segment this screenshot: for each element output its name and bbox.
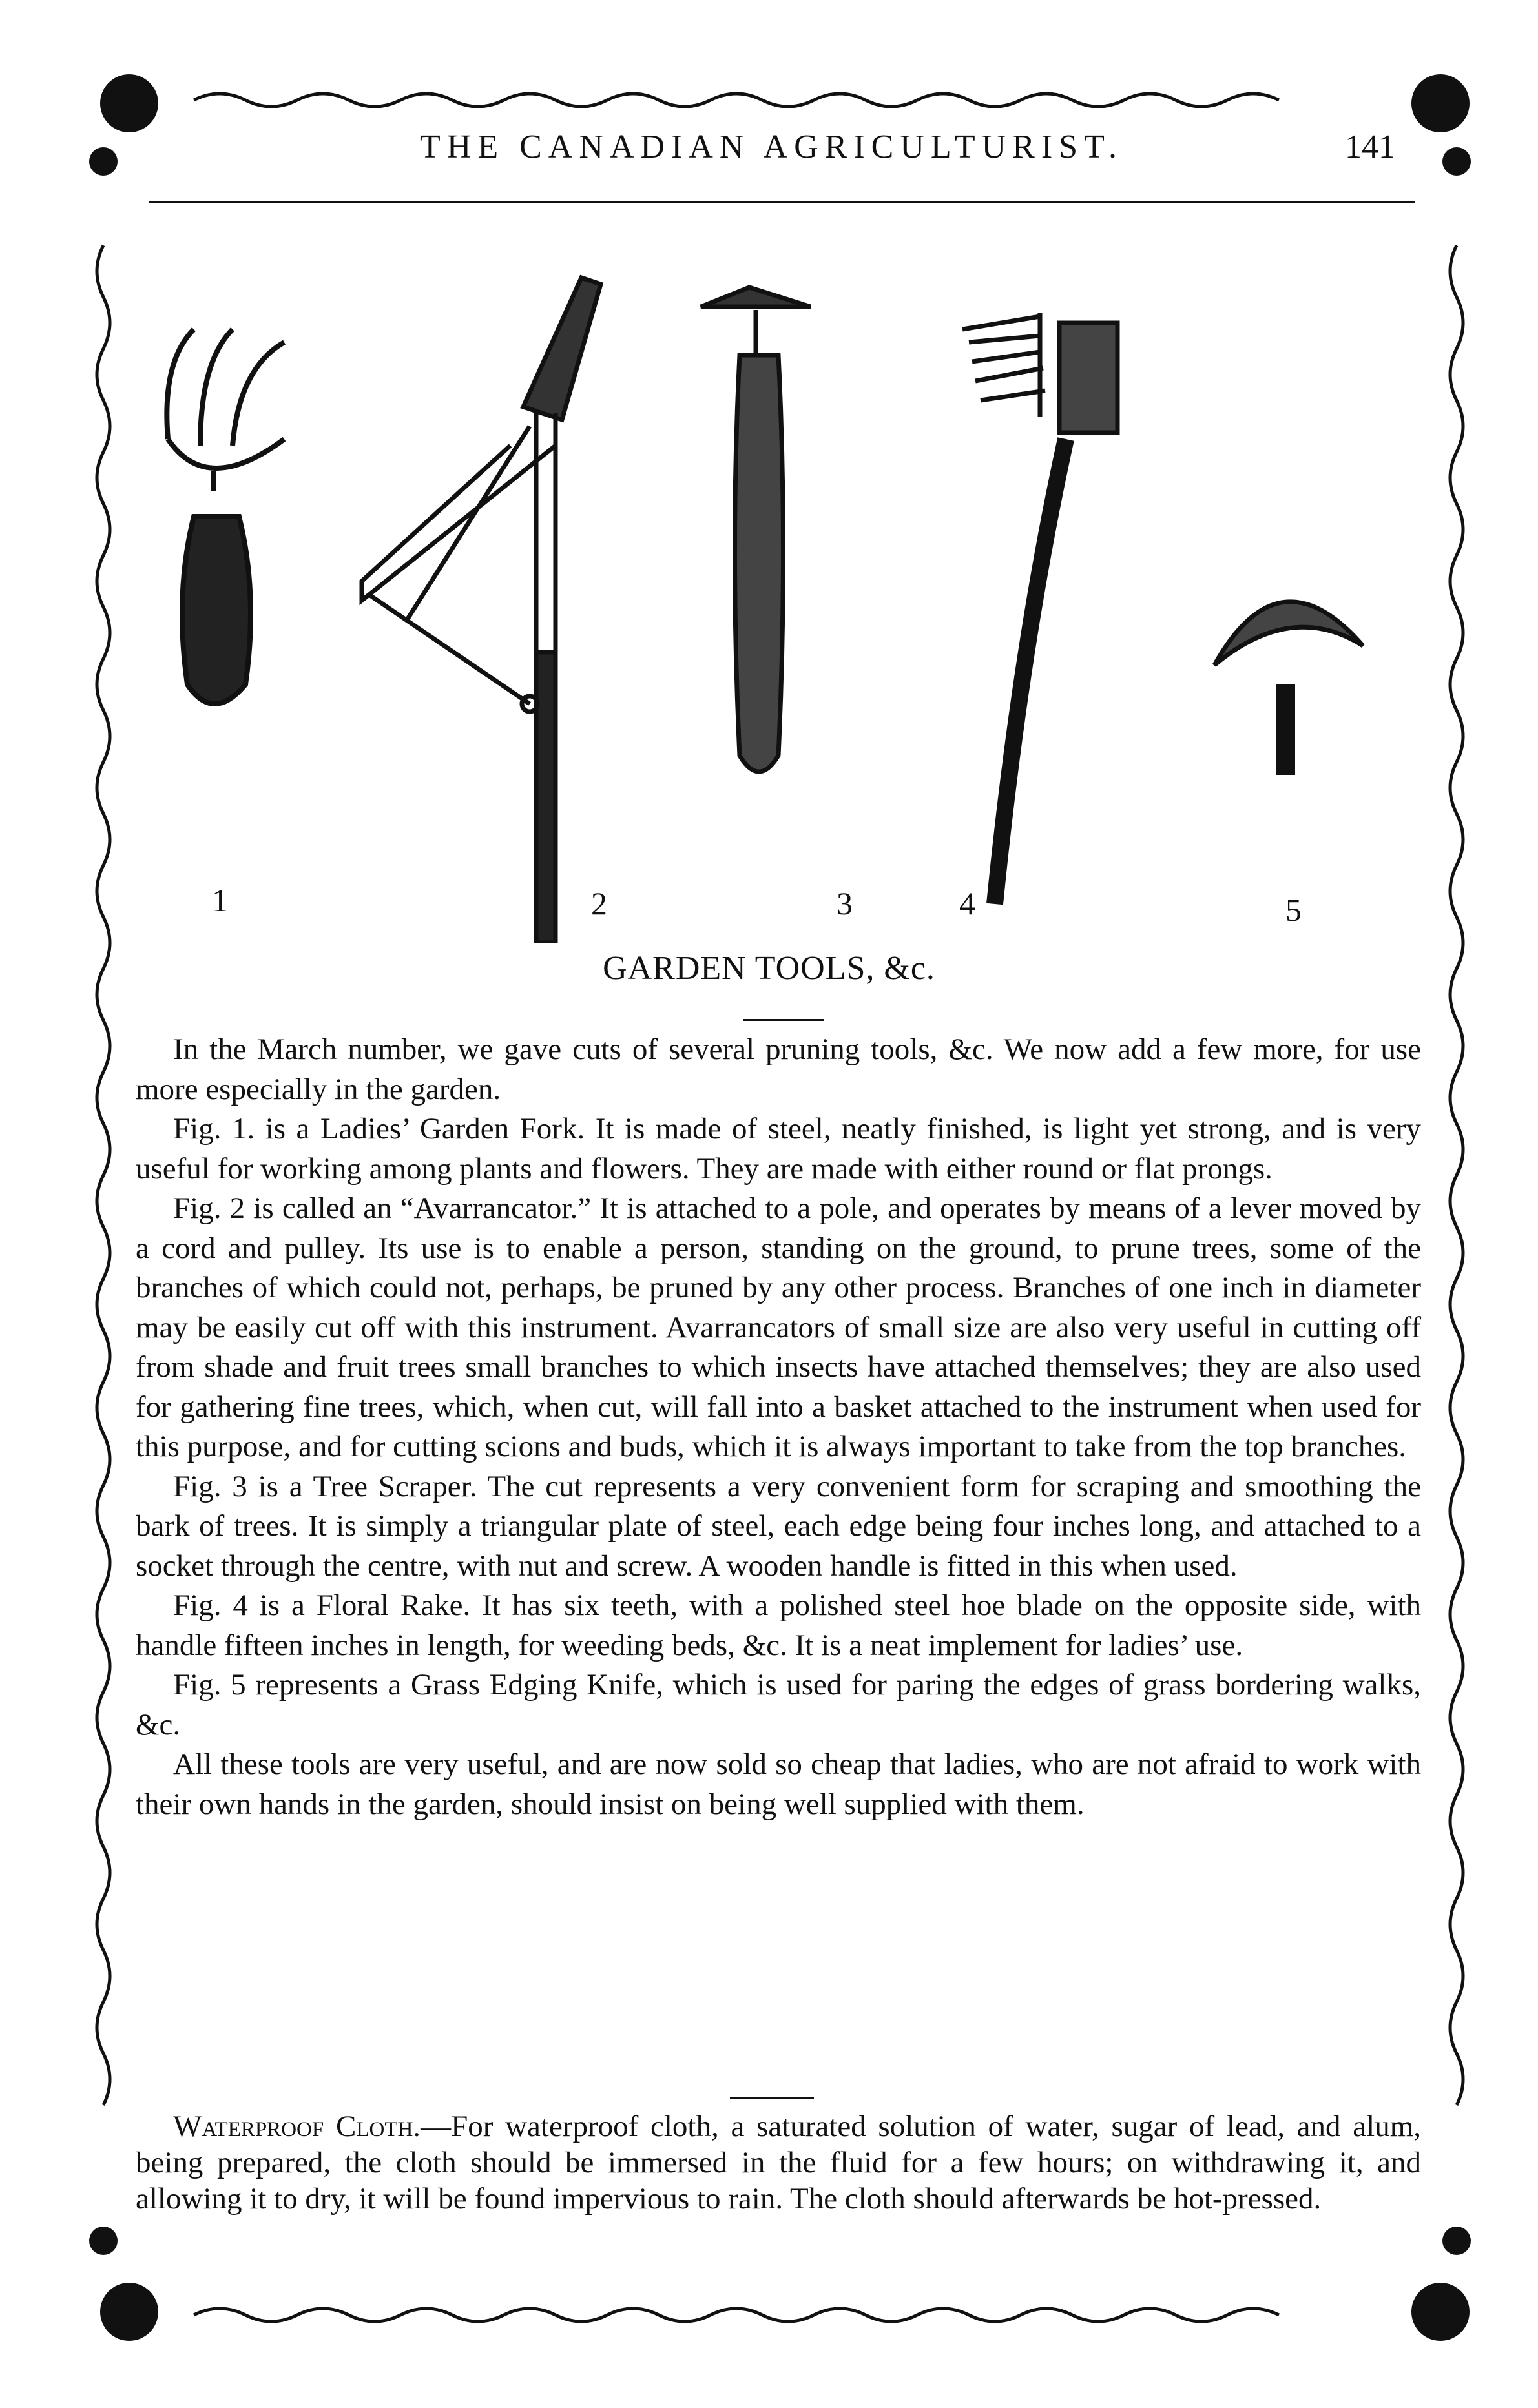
fig-label-4: 4 [959, 885, 975, 921]
garden-tools-illustration [129, 258, 1408, 943]
article-body [136, 1030, 1421, 1824]
fig1-garden-fork [167, 329, 284, 704]
running-head: THE CANADIAN AGRICULTURIST. [420, 129, 1123, 165]
page-number: 141 [1345, 129, 1395, 165]
fig-label-1: 1 [212, 882, 228, 918]
title-rule [743, 1019, 824, 1021]
waterproof-cloth-notice [136, 2108, 1421, 2217]
paragraph: Fig. 2 is called an “Avarrancator.” It is attached to a pole, and operates by means of a lever moved by a cord and pulley. Its use is to enable a person, standing on the ground, to prune trees, some of the branches of which could not, perhaps, be pruned by any other process. Branches of one inch in diameter may be easily cut off with this instrument. Avarrancators of small size are also very useful in cutting off from shade and fruit trees small branches to which insects have attached themselves; they are also used for gathering fine trees, which, when cut, will fall into a basket attached to the instrument when used for this purpose, and for cutting scions and buds, which it is always important to take from the top branches. [136, 1191, 1421, 1463]
article-title: GARDEN TOOLS, &c. [603, 950, 935, 987]
fig-label-5: 5 [1285, 892, 1302, 928]
paragraph: Fig. 1. is a Ladies’ Garden Fork. It is made of steel, neatly finished, is light yet strong, and is very useful for working among plants and flowers. They are made with either round or flat prongs. [136, 1112, 1421, 1186]
paragraph: In the March number, we gave cuts of several pruning tools, &c. We now add a few more, for use more especially in the garden. [136, 1033, 1421, 1106]
fig2-avarrancator [362, 278, 601, 943]
fig-label-3: 3 [837, 885, 853, 921]
notice-paragraph [136, 2108, 1421, 2217]
fig-label-2: 2 [591, 885, 607, 921]
fig4-floral-rake [962, 313, 1117, 904]
header-rule [149, 201, 1415, 203]
tools-drawing [129, 258, 1408, 943]
paragraph: Fig. 5 represents a Grass Edging Knife, which is used for paring the edges of grass bordering walks, &c. [136, 1668, 1421, 1742]
fig5-grass-edging-knife [1214, 602, 1363, 775]
page-header [149, 123, 1415, 181]
fig3-tree-scraper [701, 287, 811, 772]
paragraph: Fig. 3 is a Tree Scraper. The cut represents a very convenient form for scraping and smoothing the bark of trees. It is simply a triangular plate of steel, each edge being four inches long, and attached to a socket through the centre, with nut and screw. A wooden handle is fitted in this when used. [136, 1469, 1421, 1583]
notice-text: —For waterproof cloth, a saturated solution of water, sugar of lead, and alum, being prepared, the cloth should be immersed in the fluid for a few hours; on withdrawing it, and allowing it to dry, it will be found impervious to rain. The cloth should afterwards be hot-pressed. [136, 2110, 1421, 2216]
paragraph: All these tools are very useful, and are now sold so cheap that ladies, who are not afraid to work with their own hands in the garden, should insist on being well supplied with them. [136, 1747, 1421, 1821]
section-rule [730, 2097, 814, 2099]
notice-heading: Waterproof Cloth. [173, 2110, 421, 2143]
paragraph: Fig. 4 is a Floral Rake. It has six teeth, with a polished steel hoe blade on the opposite side, with handle fifteen inches in length, for weeding beds, &c. It is a neat implement for ladies’ use. [136, 1589, 1421, 1662]
